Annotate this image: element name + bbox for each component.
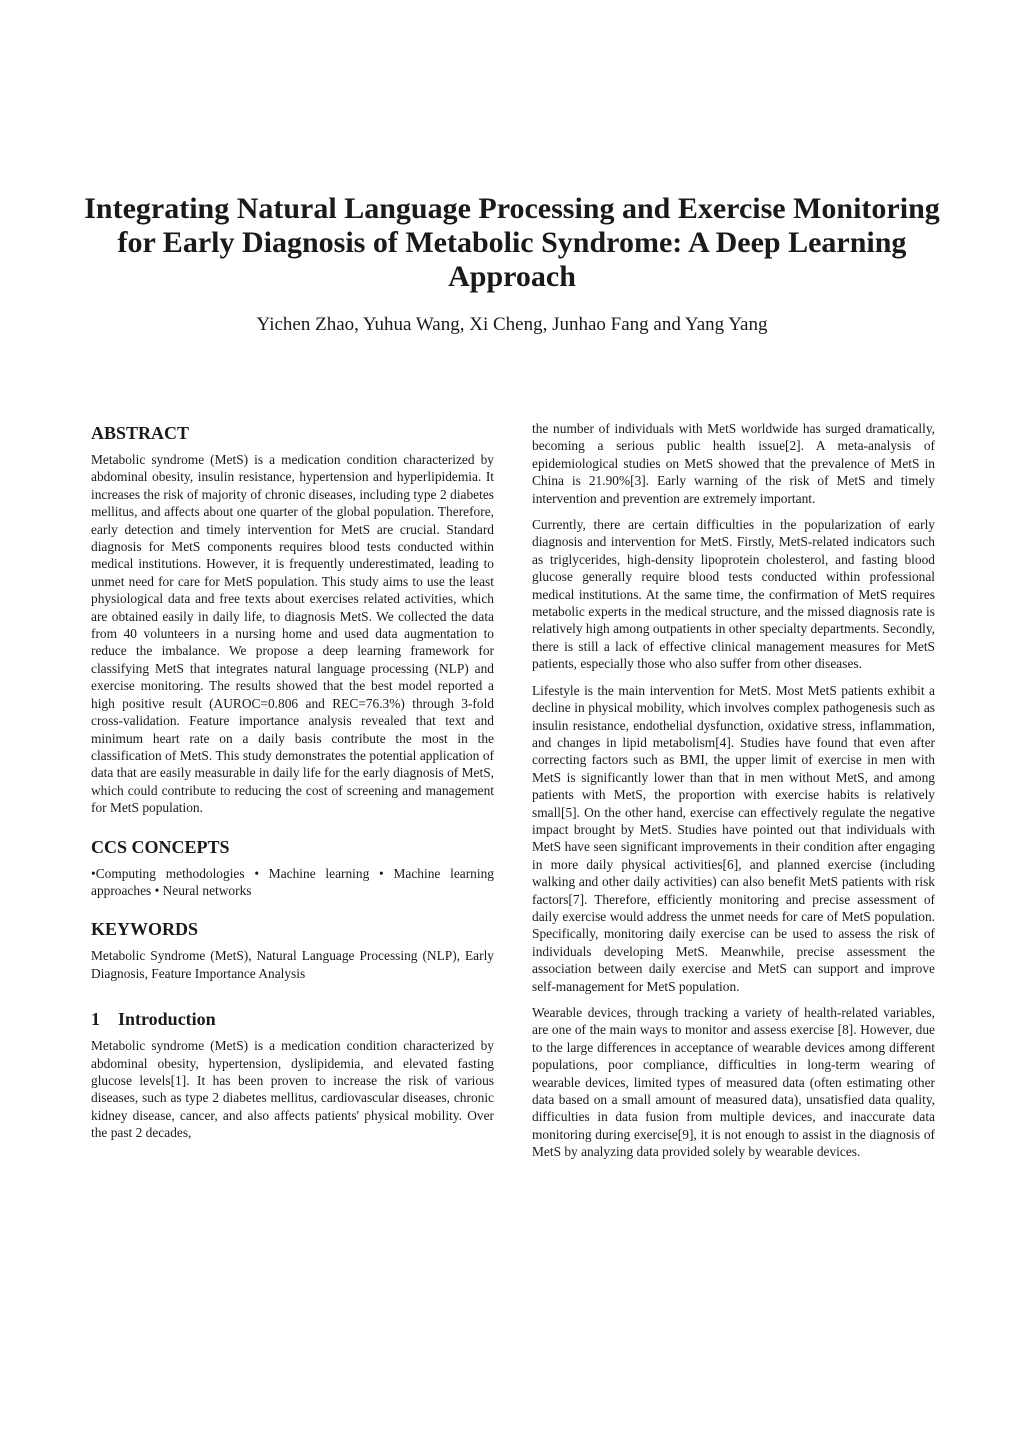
keywords-heading: KEYWORDS	[91, 919, 199, 940]
body-paragraph: Wearable devices, through tracking a variety of health-related variables, are one of the main ways to monitor and assess exercise [8]. However, due to the large differences in acceptance of wearable devices among different populations, poor compliance, difficulties in long-term wearing of wearable devices, limited types of measured data (often estimating other data based on a small amount of measured data), unsatisfied data quality, difficulties in data fusion from multiple devices, and inaccurate data monitoring during exercise[9], it is not enough to assist in the diagnosis of MetS by analyzing data provided solely by wearable devices.	[532, 1005, 935, 1160]
paper-title: Integrating Natural Language Processing and Exercise Monitoring for Early Diagnosis of Metabolic Syndrome: A Deep Learning Approach	[84, 192, 940, 293]
section-title: Introduction	[118, 1009, 216, 1030]
ccs-text: •Computing methodologies • Machine learning • Machine learning approaches • Neural networks	[91, 865, 494, 898]
abstract-heading: ABSTRACT	[91, 423, 190, 443]
keywords-text: Metabolic Syndrome (MetS), Natural Language Processing (NLP), Early Diagnosis, Feature Importance Analysis	[91, 948, 494, 981]
ccs-heading: CCS CONCEPTS	[91, 836, 230, 857]
section-number: 1	[91, 1009, 100, 1030]
body-paragraph: Currently, there are certain difficulties in the popularization of early diagnosis and intervention for MetS. Firstly, MetS-related indicators such as triglycerides, high-density lipoprotein cholesterol, and fasting blood glucose generally require blood tests conducted within professional medical institutions. At the same time, the confirmation of MetS requires metabolic experts in the medical structure, and the missed diagnosis rate is relatively high among outpatients in other specialty departments. Secondly, there is still a lack of effective clinical management measures for MetS patients, especially those who also suffer from other diseases.	[532, 517, 935, 672]
body-paragraph: Lifestyle is the main intervention for MetS. Most MetS patients exhibit a decline in physical mobility, which involves complex pathogenesis such as insulin resistance, endothelial dysfunction, oxidative stress, inflammation, and changes in lipid metabolism[4]. Studies have found that even after correcting factors such as BMI, the upper limit of exercise in men with MetS is significantly lower than that in men without MetS, and among patients with MetS, the proportion with exercise habits is relatively small[5]. On the other hand, exercise can effectively regulate the negative impact brought by MetS. Studies have pointed out that individuals with MetS have seen significant improvements in their condition after engaging in more daily physical activities[6], and planned exercise (including walking and other daily activities) can also benefit MetS patients with risk factors[7]. Therefore, efficiently monitoring and precise assessment of daily exercise would address the unmet needs for care of MetS population. Specifically, monitoring daily exercise can be used to assess the risk of individuals developing MetS. Meanwhile, precise assessment the association between daily exercise and MetS can support and improve self-management for MetS population.	[532, 682, 935, 994]
right-column	[532, 420, 935, 1170]
body-paragraph: the number of individuals with MetS worldwide has surged dramatically, becoming a serious public health issue[2]. A meta-analysis of epidemiological studies on MetS showed that the prevalence of MetS in China is 21.90%[3]. Early warning of the risk of MetS and timely intervention and prevention are extremely important.	[532, 421, 935, 506]
intro-heading	[91, 1008, 494, 1030]
intro-paragraph: Metabolic syndrome (MetS) is a medication condition characterized by abdominal obesity, hypertension, dyslipidemia, and elevated fasting glucose levels[1]. It has been proven to increase the risk of various diseases, such as type 2 diabetes mellitus, cardiovascular diseases, chronic kidney disease, cancer, and also affects patients' physical mobility. Over the past 2 decades,	[91, 1038, 494, 1141]
left-column	[91, 422, 494, 1142]
abstract-text: Metabolic syndrome (MetS) is a medication condition characterized by abdominal obesity, insulin resistance, hypertension and hyperlipidemia. It increases the risk of majority of chronic diseases, including type 2 diabetes mellitus, and affects about one quarter of the global population. Therefore, early detection and timely intervention for MetS are crucial. Standard diagnosis for MetS components requires blood tests conducted within medical institutions. However, it is frequently underestimated, leading to unmet need for care for MetS population. This study aims to use the least physiological data and free texts about exercises related activities, which are obtained easily in daily life, to diagnosis MetS. We collected the data from 40 volunteers in a nursing home and used data augmentation to reduce the imbalance. We propose a deep learning framework for classifying MetS that integrates natural language processing (NLP) and exercise monitoring. The results showed that the best model reported a high positive result (AUROC=0.806 and REC=76.3%) through 3-fold cross-validation. Feature importance analysis revealed that text and minimum heart rate on a daily basis contribute the most in the classification of MetS. This study demonstrates the potential application of data that are easily measurable in daily life for the early diagnosis of MetS, which could contribute to reducing the cost of screening and management for MetS population.	[91, 452, 494, 816]
author-list: Yichen Zhao, Yuhua Wang, Xi Cheng, Junhao Fang and Yang Yang	[256, 314, 768, 335]
